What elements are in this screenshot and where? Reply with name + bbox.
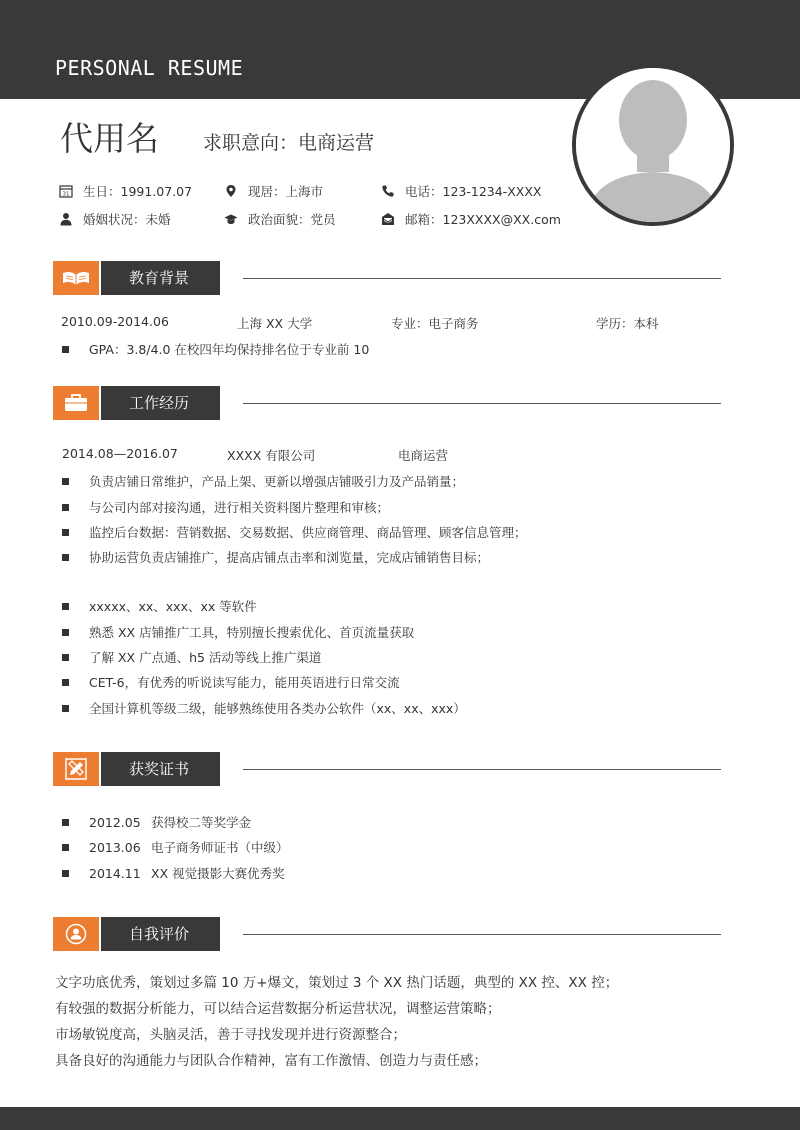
list-item [62,597,257,615]
info-marital [59,210,171,228]
divider [243,769,721,770]
section-title: 获奖证书 [101,752,220,786]
bullet [62,654,69,661]
location-text: 现居：上海市 [248,184,324,199]
bullet [62,844,69,851]
bullet [62,603,69,610]
book-icon [53,261,99,295]
info-email [381,210,561,228]
list-item [62,813,251,831]
user-badge-icon [53,917,99,951]
education-period: 2010.09-2014.06 [61,314,169,329]
location-pin-icon [224,184,238,198]
political-text: 政治面貌：党员 [248,212,336,227]
list-item [62,548,489,566]
birthday-text: 生日：1991.07.07 [83,184,193,199]
info-phone [381,182,541,200]
avatar-placeholder-icon [576,68,730,222]
divider [243,934,721,935]
job-intent: 求职意向：电商运营 [203,132,375,154]
bullet [62,346,69,353]
list-item [62,472,464,490]
section-education-header [53,261,721,295]
award-text: 获得校二等奖学金 [151,815,252,830]
duty-text: 监控后台数据：营销数据、交易数据、供应商管理、商品管理、顾客信息管理； [89,525,527,540]
duty-text: 与公司内部对接沟通，进行相关资料图片整理和审核； [89,500,390,515]
profile-photo [572,64,734,226]
bullet [62,679,69,686]
list-item [62,498,389,516]
list-item [62,699,466,717]
duty-text: 负责店铺日常维护，产品上架、更新以增强店铺吸引力及产品销量； [89,474,465,489]
skill-text: CET-6，有优秀的听说读写能力，能用英语进行日常交流 [89,675,400,690]
graduation-cap-icon [224,212,238,226]
briefcase-icon [53,386,99,420]
divider [243,403,721,404]
email-text: 邮箱：123XXXX@XX.com [405,212,561,227]
skill-text: xxxxx、xx、xxx、xx 等软件 [89,599,257,614]
list-item [62,673,400,691]
award-date: 2012.05 [89,814,141,830]
section-work-header [53,386,721,420]
self-eval-line: 具备良好的沟通能力与团队合作精神，富有工作激情、创造力与责任感； [55,1053,487,1069]
award-date: 2014.11 [89,865,141,881]
self-eval-line: 市场敏锐度高，头脑灵活，善于寻找发现并进行资源整合； [55,1027,406,1043]
pencil-ruler-icon [53,752,99,786]
education-degree: 学历：本科 [596,316,659,331]
section-title: 教育背景 [101,261,220,295]
work-company: XXXX 有限公司 [227,448,316,463]
list-item [62,523,527,541]
list-item [62,648,321,666]
work-position: 电商运营 [398,448,449,463]
bullet [62,478,69,485]
divider [243,278,721,279]
self-eval-line: 有较强的数据分析能力，可以结合运营数据分析运营状况，调整运营策略； [55,1001,501,1017]
section-title: 工作经历 [101,386,220,420]
bullet [62,504,69,511]
marital-text: 婚姻状况：未婚 [83,212,171,227]
list-item [62,623,414,641]
bullet [62,554,69,561]
info-political [224,210,336,228]
phone-text: 电话：123-1234-XXXX [405,184,542,199]
list-item [62,864,285,882]
info-birthday [59,182,192,200]
list-item [62,838,289,856]
duty-text: 协助运营负责店铺推广，提高店铺点击率和浏览量，完成店铺销售目标； [89,550,490,565]
work-period: 2014.08—2016.07 [62,446,178,461]
bullet [62,629,69,636]
section-awards-header [53,752,721,786]
candidate-name: 代用名 [60,119,159,158]
bullet [62,870,69,877]
email-icon [381,212,395,226]
resume-title: PERSONAL RESUME [55,56,244,80]
list-item [62,340,369,358]
award-text: 电子商务师证书（中级） [151,840,289,855]
footer-bar [0,1107,800,1130]
info-location [224,182,323,200]
bullet [62,819,69,826]
person-icon [59,212,73,226]
svg-text:31: 31 [62,191,70,198]
skill-text: 熟悉 XX 店铺推广工具，特别擅长搜索优化、首页流量获取 [89,625,415,640]
section-title: 自我评价 [101,917,220,951]
skill-text: 了解 XX 广点通、h5 活动等线上推广渠道 [89,650,322,665]
self-eval-line: 文字功底优秀，策划过多篇 10 万+爆文，策划过 3 个 XX 热门话题，典型的 XX 控、XX 控； [55,975,619,991]
gpa-text: GPA：3.8/4.0 在校四年均保持排名位于专业前 10 [89,342,370,357]
calendar-icon [59,184,73,198]
award-date: 2013.06 [89,839,141,855]
bullet [62,529,69,536]
education-major: 专业：电子商务 [391,316,479,331]
education-school: 上海 XX 大学 [237,316,313,331]
section-self-eval-header [53,917,721,951]
skill-text: 全国计算机等级二级，能够熟练使用各类办公软件（xx、xx、xxx） [89,701,466,716]
bullet [62,705,69,712]
award-text: XX 视觉摄影大赛优秀奖 [151,866,285,881]
phone-icon [381,184,395,198]
